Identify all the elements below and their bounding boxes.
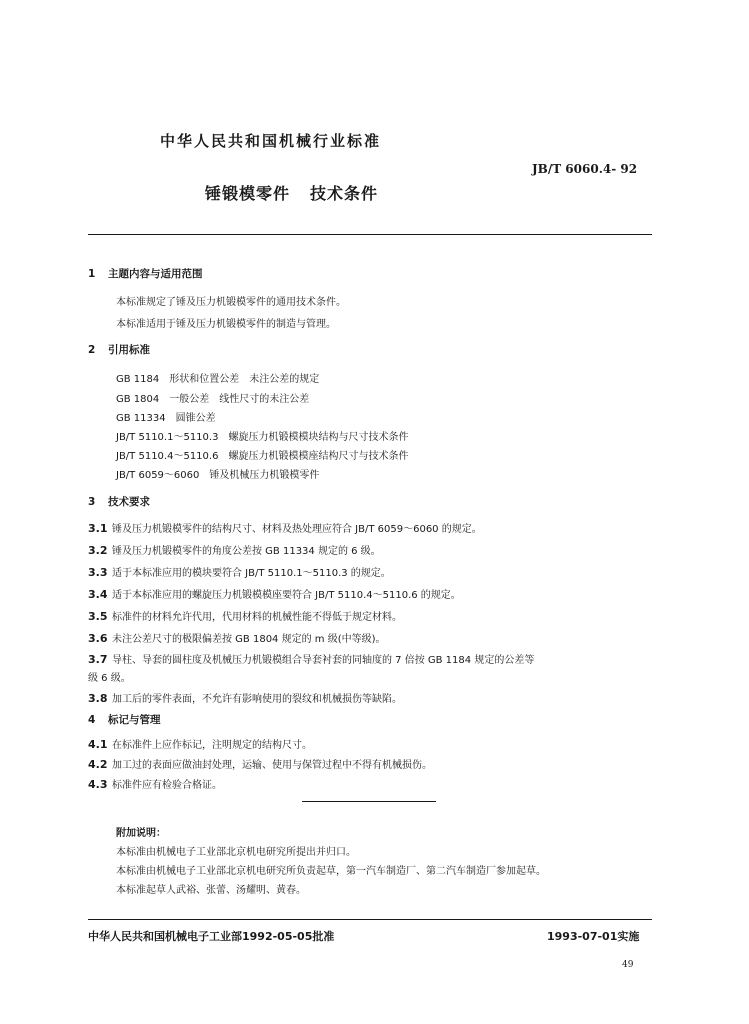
section-number: 1 [88,268,96,280]
footer-divider [88,919,652,920]
item-text: 适于本标准应用的螺旋压力机锻模模座要符合 JB/T 5110.4～5110.6 的规定。 [112,590,461,601]
marking-item [88,736,312,751]
item-number: 3.8 [88,692,108,705]
note-line: 本标准由机械电子工业部北京机电研究所负责起草，第一汽车制造厂、第二汽车制造厂参加起草。 [116,866,546,877]
item-number: 3.5 [88,610,108,623]
paragraph: 本标准规定了锤及压力机锻模零件的通用技术条件。 [116,297,346,308]
section-title: 标记与管理 [108,714,161,726]
section-title: 引用标准 [108,344,150,356]
requirement-item [88,520,482,535]
document-title [205,181,378,204]
item-number: 4.2 [88,758,108,771]
title-part1: 锤锻模零件 [205,184,291,203]
approval-statement: 中华人民共和国机械电子工业部1992-05-05批准 [88,930,335,943]
reference-item: JB/T 5110.4～5110.6 螺旋压力机锻模模座结构尺寸与技术条件 [116,451,409,462]
section-number: 3 [88,496,96,508]
requirement-item [88,608,402,623]
section-3-heading [88,494,150,509]
note-line: 本标准由机械电子工业部北京机电研究所提出并归口。 [116,847,356,858]
requirement-item [88,651,534,666]
requirement-item [88,586,461,601]
item-number: 3.4 [88,588,108,601]
item-number: 3.1 [88,522,108,535]
requirement-item [88,564,391,579]
marking-item [88,756,432,771]
reference-item: JB/T 5110.1～5110.3 螺旋压力机锻模模块结构与尺寸技术条件 [116,432,409,443]
section-number: 2 [88,344,96,356]
section-4-heading [88,712,161,727]
item-text: 标准件的材料允许代用，代用材料的机械性能不得低于规定材料。 [112,612,402,623]
requirement-item [88,630,386,645]
section-1-heading [88,266,203,281]
item-text: 在标准件上应作标记，注明规定的结构尺寸。 [112,740,312,751]
note-line: 本标准起草人武裕、张蕾、汤耀明、黄春。 [116,885,306,896]
notes-title: 附加说明： [116,828,166,839]
requirement-item [88,542,381,557]
reference-item: GB 1184 形状和位置公差 未注公差的规定 [116,374,320,385]
issuing-organization: 中华人民共和国机械行业标准 [160,132,382,150]
requirement-item [88,690,402,705]
marking-item [88,776,222,791]
requirement-item-continuation: 级 6 级。 [88,673,131,684]
item-number: 4.1 [88,738,108,751]
item-number: 3.2 [88,544,108,557]
item-number: 4.3 [88,778,108,791]
section-2-heading [88,342,150,357]
item-text: 适于本标准应用的模块要符合 JB/T 5110.1～5110.3 的规定。 [112,568,391,579]
item-text: 加工后的零件表面，不允许有影响使用的裂纹和机械损伤等缺陷。 [112,694,402,705]
notes-divider [302,801,436,802]
item-text: 锤及压力机锻模零件的结构尺寸、材料及热处理应符合 JB/T 6059～6060 的规定。 [112,524,482,535]
implementation-date: 1993-07-01实施 [547,930,640,943]
item-text: 锤及压力机锻模零件的角度公差按 GB 11334 规定的 6 级。 [112,546,381,557]
title-part2: 技术条件 [310,184,379,203]
item-number: 3.3 [88,566,108,579]
item-text: 未注公差尺寸的极限偏差按 GB 1804 规定的 m 级(中等级)。 [112,634,386,645]
section-title: 主题内容与适用范围 [108,268,203,280]
section-title: 技术要求 [108,496,150,508]
reference-item: JB/T 6059～6060 锤及机械压力机锻模零件 [116,470,320,481]
item-text: 加工过的表面应做油封处理，运输、使用与保管过程中不得有机械损伤。 [112,760,432,771]
item-number: 3.6 [88,632,108,645]
paragraph: 本标准适用于锤及压力机锻模零件的制造与管理。 [116,319,336,330]
standard-code: JB/T 6060.4- 92 [532,162,638,176]
item-text: 标准件应有检验合格证。 [112,780,222,791]
item-text: 导柱、导套的圆柱度及机械压力机锻模组合导套衬套的同轴度的 7 倍按 GB 1184 规定的公差等 [112,655,535,666]
reference-item: GB 11334 圆锥公差 [116,413,216,424]
header-divider [88,234,652,235]
page-number: 49 [622,960,634,970]
section-number: 4 [88,714,96,726]
item-number: 3.7 [88,653,108,666]
reference-item: GB 1804 一般公差 线性尺寸的未注公差 [116,394,310,405]
